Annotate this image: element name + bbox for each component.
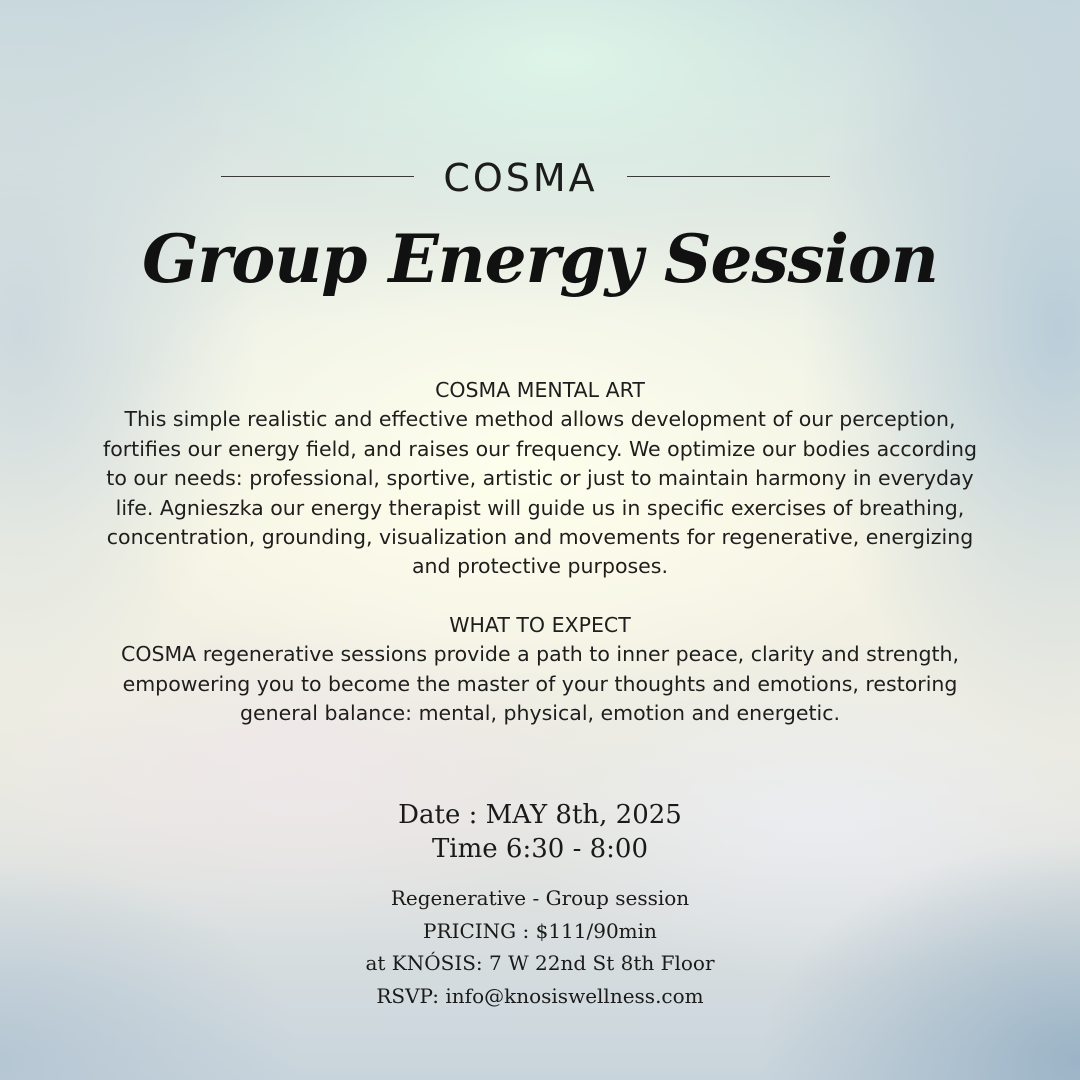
brand-divider-left [221,176,414,177]
brand-name: COSMA [443,156,598,200]
brand-divider-right [627,176,830,177]
section-text: COSMA regenerative sessions provide a path to inner peace, clarity and strength, empowering you to become the master of your thoughts and emotions, restoring general balance: mental, physical, emotion and energetic. [121,642,959,726]
section-heading: WHAT TO EXPECT [449,613,631,637]
event-date: Date : MAY 8th, 2025 [398,800,682,830]
rsvp: RSVP: info@knosiswellness.com [376,983,704,1008]
section-text: This simple realistic and effective method allows development of our perception, fortifies our energy field, and raises our frequency. We optimize our bodies according to our needs: professional, sportive, artistic or just to maintain harmony in everyday life. Agnieszka our energy therapist will guide us in specific exercises of breathing, concentration, grounding, visualization and movements for regenerative, energizing and protective purposes. [102,407,978,579]
section-mental-art [100,376,980,582]
section-what-to-expect [100,611,980,729]
brand-header [0,150,1080,206]
event-title: Group Energy Session [142,220,938,298]
location: at KNÓSIS: 7 W 22nd St 8th Floor [365,951,715,975]
section-heading: COSMA MENTAL ART [435,378,645,402]
session-type: Regenerative - Group session [390,886,690,910]
event-info [0,882,1080,1012]
event-time: Time 6:30 - 8:00 [431,834,649,864]
event-details [0,798,1080,1012]
pricing: PRICING : $111/90min [423,918,657,943]
